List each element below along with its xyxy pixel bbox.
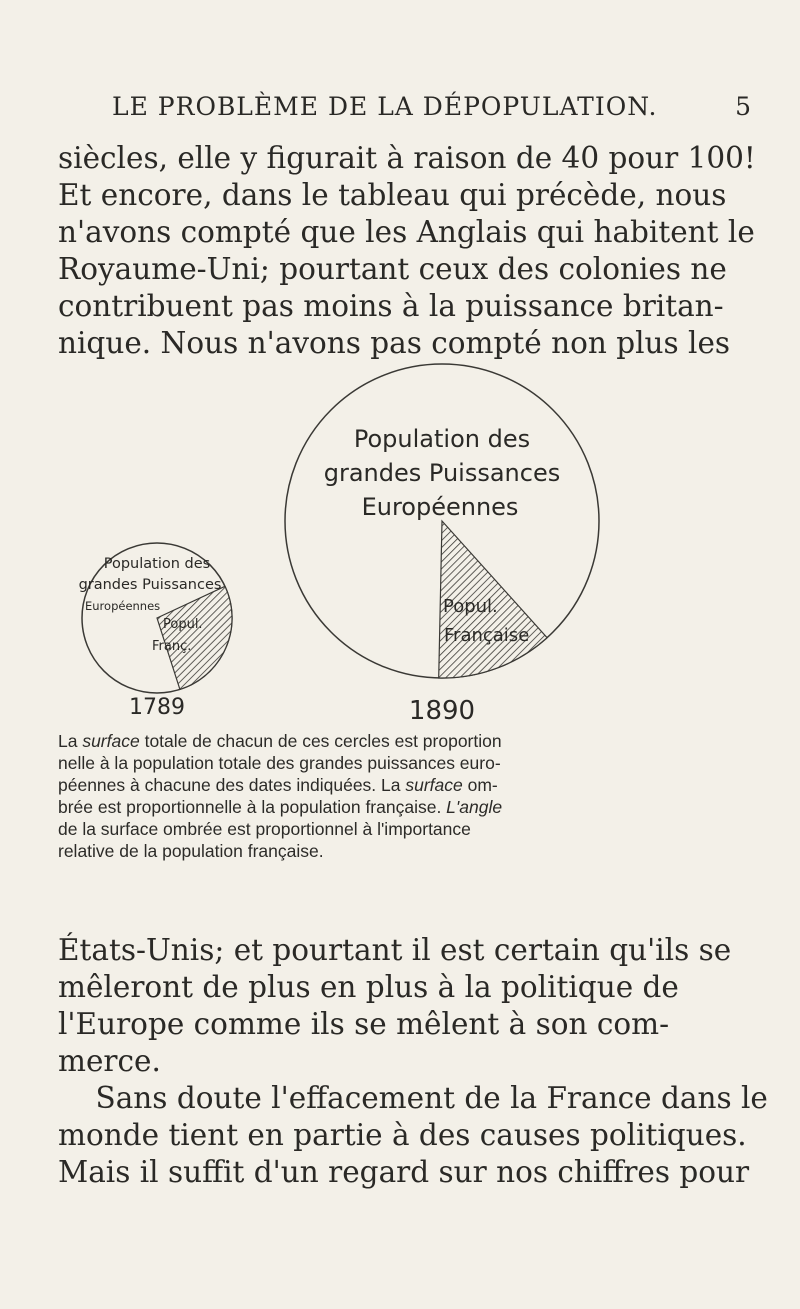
text-line: siècles, elle y figurait à raison de 40 pour 100! [58,141,756,175]
shaded-label-line: Française [444,625,530,646]
text-line: n'avons compté que les Anglais qui habitent le [58,215,755,249]
text-line: contribuent pas moins à la puissance britan- [58,289,724,323]
shaded-label-line: Franç. [152,639,192,654]
shaded-label-line: Popul. [163,617,203,632]
paragraph-bottom [58,932,768,1191]
text-line: Et encore, dans le tableau qui précède, nous [58,178,727,212]
shaded-label-line: Popul. [443,596,498,617]
year-label-1789: 1789 [129,695,185,720]
caption-emphasis: surface [82,731,140,751]
circle-label-line: Population des [353,425,531,453]
figure-svg [0,338,800,723]
page-number: 5 [735,92,752,121]
circle-1789 [79,543,232,720]
text-line: Mais il suffit d'un regard sur nos chiffres pour [58,1155,750,1189]
caption-text: péennes à chacune des dates indiquées. La [58,775,406,795]
circle-label-line: grandes Puissances [323,459,561,487]
text-line: mêleront de plus en plus à la politique de [58,970,679,1004]
caption-line: relative de la population française. [58,841,324,861]
text-line: l'Europe comme ils se mêlent à son com- [58,1007,670,1041]
caption-emphasis: surface [405,775,463,795]
text-line: merce. [58,1044,161,1078]
circle-label-line: Population des [103,556,211,572]
circle-label-line: Européennes [85,599,161,613]
caption-line [58,730,748,752]
text-line: Royaume-Uni; pourtant ceux des colonies ne [58,252,727,286]
caption-emphasis: L'angle [446,797,503,817]
population-circles-figure [0,338,800,723]
caption-text: La [58,731,83,751]
circle-label-line: Européennes [361,493,519,521]
running-title: LE PROBLÈME DE LA DÉPOPULATION. [112,92,658,121]
text-line: nique. Nous n'avons pas compté non plus les [58,326,731,360]
circle-1890 [285,364,599,723]
caption-text: brée est proportionnelle à la population française. [58,797,447,817]
caption-line [58,774,748,796]
text-line: Sans doute l'effacement de la France dans le [58,1081,768,1115]
caption-text: totale de chacun de ces cercles est proportion [139,731,502,751]
french-sector-1789 [157,586,232,689]
paragraph-top [58,140,756,362]
circle-label-line: grandes Puissances [78,577,222,593]
caption-line: nelle à la population totale des grandes puissances euro- [58,753,501,773]
caption-text: om- [462,775,498,795]
text-line: monde tient en partie à des causes politiques. [58,1118,747,1152]
figure-caption [58,730,748,862]
caption-line [58,796,748,818]
caption-line: de la surface ombrée est proportionnel à l'importance [58,819,471,839]
year-label-1890: 1890 [408,696,476,723]
text-line: États-Unis; et pourtant il est certain qu'ils se [58,933,732,967]
